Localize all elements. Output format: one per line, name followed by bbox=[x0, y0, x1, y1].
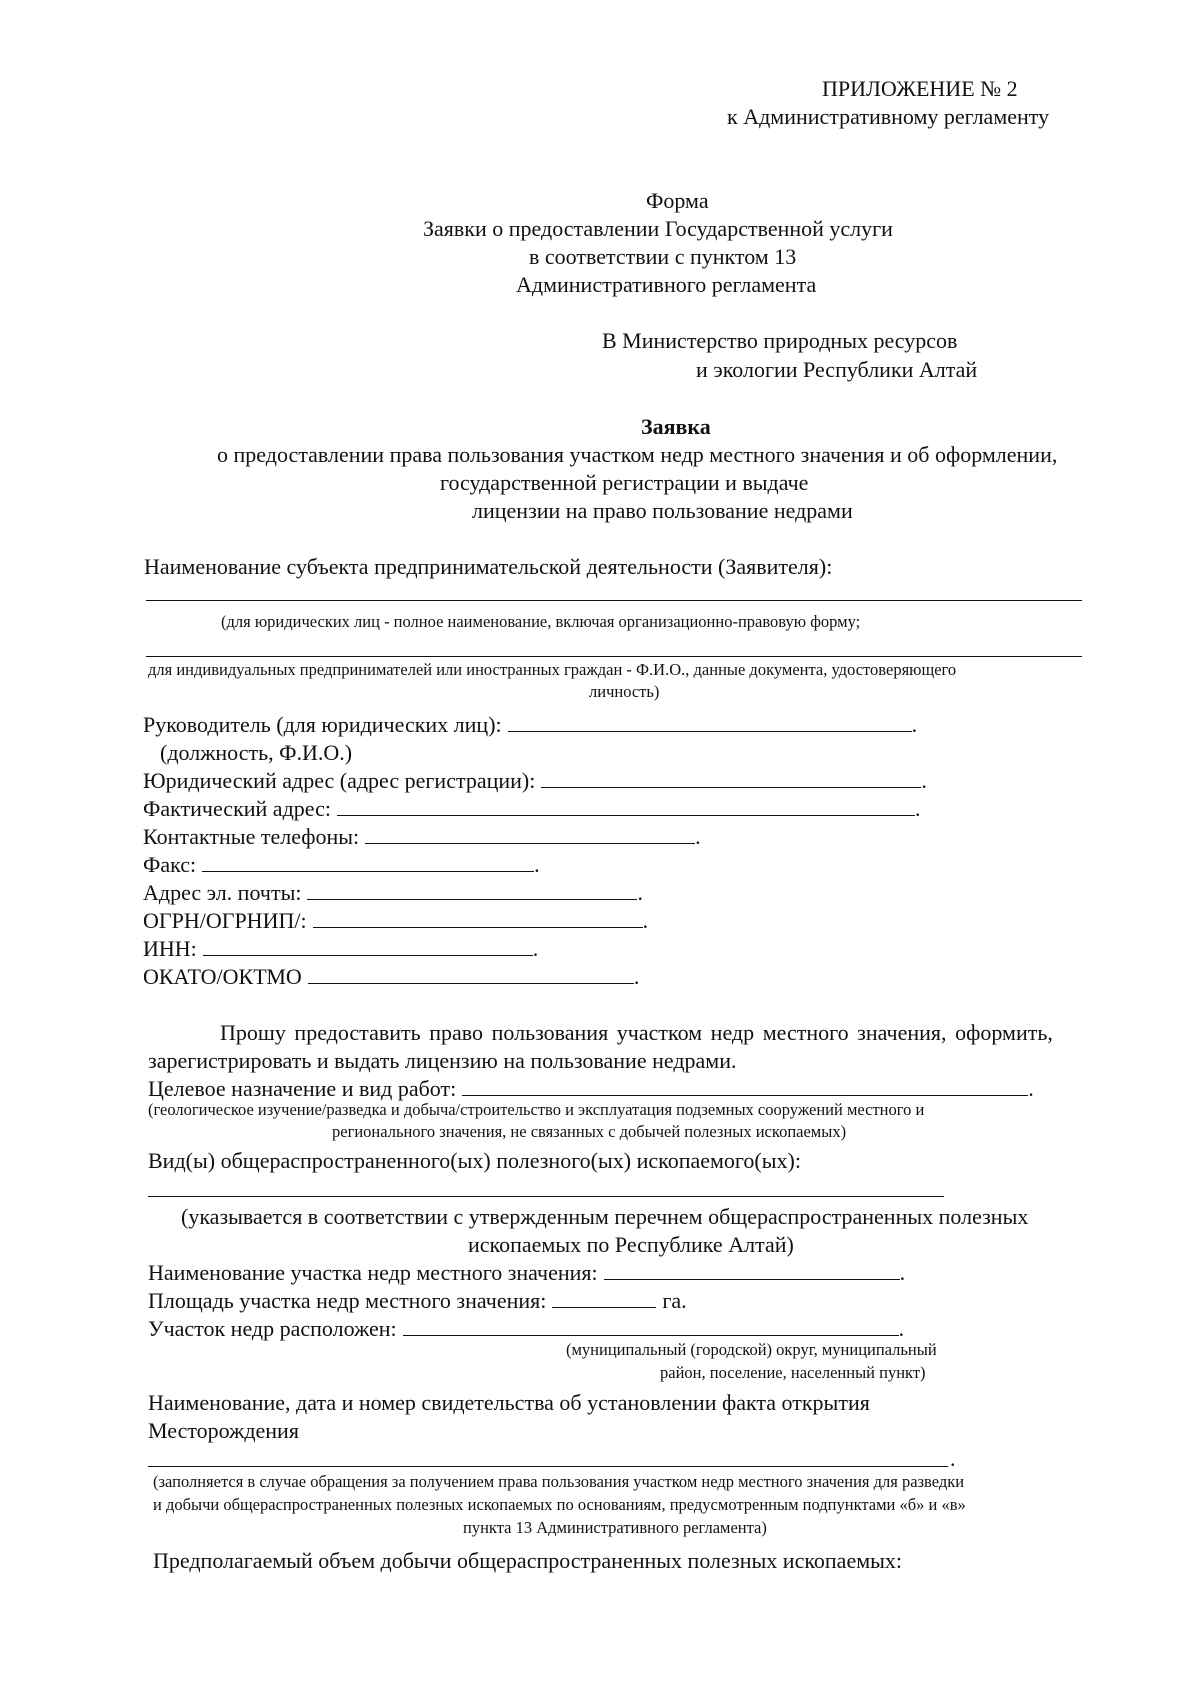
site-location-field bbox=[148, 1318, 904, 1340]
inn-field bbox=[143, 938, 538, 960]
minerals-hint-2: ископаемых по Республике Алтай) bbox=[468, 1232, 794, 1257]
applicant-name-line-2[interactable] bbox=[146, 656, 1082, 657]
site-name-input-line[interactable] bbox=[604, 1278, 900, 1280]
ogrn-input-line[interactable] bbox=[313, 926, 643, 928]
fax-field bbox=[143, 854, 540, 876]
site-location-label: Участок недр расположен: bbox=[148, 1316, 397, 1341]
fax-period: . bbox=[534, 852, 540, 877]
volume-label: Предполагаемый объем добычи общераспространенных полезных ископаемых: bbox=[153, 1548, 903, 1573]
okato-period: . bbox=[633, 964, 640, 989]
email-period: . bbox=[637, 880, 643, 905]
ogrn-label: ОГРН/ОГРНИП/: bbox=[143, 908, 307, 933]
certificate-period: . bbox=[950, 1446, 956, 1471]
applicant-label: Наименование субъекта предпринимательской деятельности (Заявителя): bbox=[144, 554, 833, 579]
purpose-input-line[interactable] bbox=[462, 1094, 1028, 1096]
purpose-field bbox=[148, 1078, 1034, 1100]
okato-field bbox=[143, 966, 639, 988]
head-input-line[interactable] bbox=[508, 730, 912, 732]
certificate-hint-2: и добычи общераспространенных полезных ископаемых по основаниям, предусмотренным подпунктами «б» и «в» bbox=[153, 1495, 966, 1514]
certificate-label-2: Месторождения bbox=[148, 1418, 299, 1443]
addressee-line-2: и экологии Республики Алтай bbox=[696, 357, 978, 382]
applicant-name-line-1[interactable] bbox=[146, 600, 1082, 601]
head-field bbox=[143, 714, 917, 736]
legal-address-field bbox=[143, 770, 927, 792]
head-label: Руководитель (для юридических лиц): bbox=[143, 712, 502, 737]
applicant-hint-2: для индивидуальных предпринимателей или иностранных граждан - Ф.И.О., данные документа, удостоверяющего bbox=[148, 660, 957, 679]
legal-address-period: . bbox=[921, 768, 927, 793]
fax-input-line[interactable] bbox=[202, 870, 534, 872]
okato-input-line[interactable] bbox=[308, 982, 634, 984]
form-title: Форма bbox=[646, 188, 709, 213]
site-location-input-line[interactable] bbox=[403, 1334, 899, 1336]
site-location-period: . bbox=[898, 1316, 905, 1341]
actual-address-input-line[interactable] bbox=[337, 814, 915, 816]
certificate-hint-3: пункта 13 Административного регламента) bbox=[463, 1518, 767, 1537]
applicant-hint-1: (для юридических лиц - полное наименование, включая организационно-правовую форму; bbox=[221, 612, 861, 631]
site-name-period: . bbox=[899, 1260, 906, 1285]
inn-input-line[interactable] bbox=[203, 954, 533, 956]
certificate-hint-1: (заполняется в случае обращения за получением права пользования участком недр местного значения для разведки bbox=[153, 1472, 965, 1491]
phones-label: Контактные телефоны: bbox=[143, 824, 360, 849]
applicant-hint-3: личность) bbox=[589, 682, 660, 701]
site-name-label: Наименование участка недр местного значения: bbox=[148, 1260, 598, 1285]
form-subtitle-2: в соответствии с пунктом 13 bbox=[529, 244, 797, 269]
application-subtitle-2: государственной регистрации и выдаче bbox=[440, 470, 809, 495]
actual-address-period: . bbox=[914, 796, 921, 821]
email-field bbox=[143, 882, 643, 904]
legal-address-label: Юридический адрес (адрес регистрации): bbox=[143, 768, 536, 793]
inn-period: . bbox=[532, 936, 539, 961]
actual-address-label: Фактический адрес: bbox=[143, 796, 331, 821]
appendix-reference: к Административному регламенту bbox=[727, 104, 1050, 129]
site-area-label: Площадь участка недр местного значения: bbox=[148, 1288, 547, 1313]
phones-field bbox=[143, 826, 701, 848]
purpose-period: . bbox=[1028, 1076, 1034, 1101]
application-title: Заявка bbox=[641, 414, 711, 439]
minerals-input-line[interactable] bbox=[148, 1196, 944, 1197]
okato-label: ОКАТО/ОКТМО bbox=[143, 964, 302, 989]
form-subtitle-1: Заявки о предоставлении Государственной услуги bbox=[423, 216, 893, 241]
location-hint-1: (муниципальный (городской) округ, муниципальный bbox=[566, 1340, 937, 1359]
addressee-line-1: В Министерство природных ресурсов bbox=[602, 328, 958, 353]
purpose-hint-2: регионального значения, не связанных с добычей полезных ископаемых) bbox=[332, 1122, 847, 1141]
legal-address-input-line[interactable] bbox=[541, 786, 921, 788]
application-subtitle-3: лицензии на право пользование недрами bbox=[472, 498, 853, 523]
site-area-input-line[interactable] bbox=[552, 1306, 656, 1308]
minerals-hint-1: (указывается в соответствии с утвержденным перечнем общераспространенных полезных bbox=[181, 1204, 1029, 1229]
ogrn-period: . bbox=[642, 908, 649, 933]
email-label: Адрес эл. почты: bbox=[143, 880, 302, 905]
site-area-field bbox=[148, 1290, 687, 1312]
purpose-label: Целевое назначение и вид работ: bbox=[148, 1076, 457, 1101]
area-unit: га. bbox=[662, 1288, 687, 1313]
minerals-label: Вид(ы) общераспространенного(ых) полезного(ых) ископаемого(ых): bbox=[148, 1148, 801, 1173]
site-name-field bbox=[148, 1262, 905, 1284]
phones-input-line[interactable] bbox=[365, 842, 695, 844]
actual-address-field bbox=[143, 798, 920, 820]
application-subtitle-1: о предоставлении права пользования участком недр местного значения и об оформлении, bbox=[217, 442, 1058, 467]
purpose-hint-1: (геологическое изучение/разведка и добыча/строительство и эксплуатация подземных сооружений местного и bbox=[148, 1100, 925, 1119]
certificate-label-1: Наименование, дата и номер свидетельства об установлении факта открытия bbox=[148, 1390, 870, 1415]
appendix-number: ПРИЛОЖЕНИЕ № 2 bbox=[822, 76, 1018, 101]
certificate-input-line[interactable] bbox=[148, 1466, 948, 1467]
inn-label: ИНН: bbox=[143, 936, 197, 961]
email-input-line[interactable] bbox=[307, 898, 637, 900]
fax-label: Факс: bbox=[143, 852, 197, 877]
phones-period: . bbox=[695, 824, 701, 849]
request-line-1: Прошу предоставить право пользования участком недр местного значения, оформить, bbox=[220, 1020, 1053, 1045]
request-line-2: зарегистрировать и выдать лицензию на пользование недрами. bbox=[148, 1048, 737, 1073]
head-period: . bbox=[911, 712, 918, 737]
ogrn-field bbox=[143, 910, 648, 932]
head-hint: (должность, Ф.И.О.) bbox=[160, 740, 353, 765]
form-subtitle-3: Административного регламента bbox=[516, 272, 817, 297]
location-hint-2: район, поселение, населенный пункт) bbox=[660, 1363, 926, 1382]
